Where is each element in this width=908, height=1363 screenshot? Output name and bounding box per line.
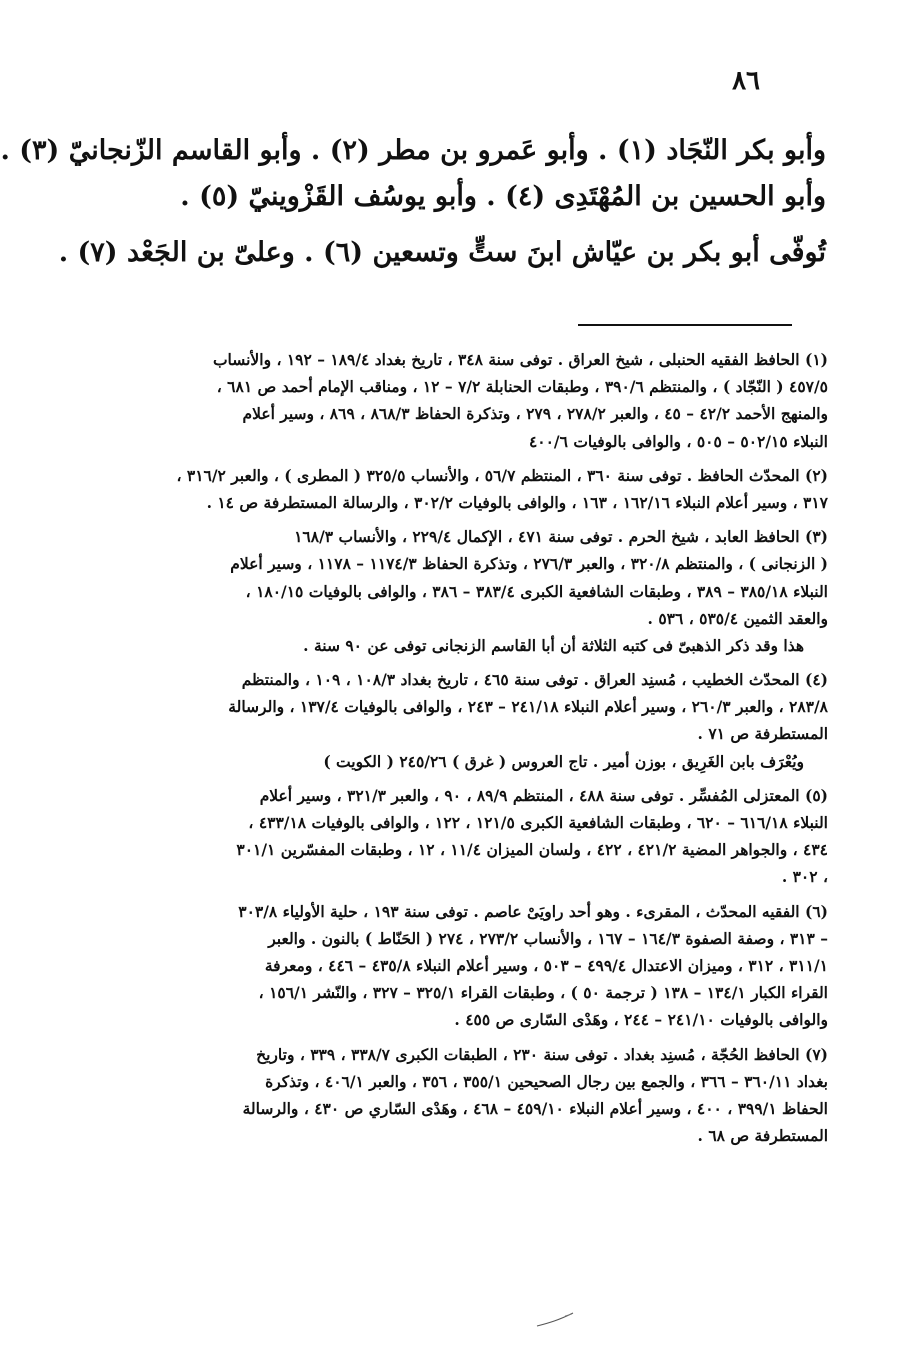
footnote xyxy=(128,666,828,775)
footnote-line: ٤٣٤ ، والجواهر المضية ٤٢١/٢ ، ٤٢٢ ، ولسان الميزان ١١/٤ ، ١٢ ، وطبقات المفسّرين ٣٠١/١ xyxy=(236,840,828,860)
footnote-line: – ٣١٣ ، وصفة الصفوة ١٦٤/٣ – ١٦٧ ، والأنساب ٢٧٣/٢ ، ٢٧٤ ( الحَنّاط ) بالنون . والعبر xyxy=(268,928,828,948)
main-text-line: وأبو الحسين بن المُهْتَدِى (٤) . وأبو يوسُف القَزْوينيّ (٥) . xyxy=(180,181,826,212)
footnote-line: الحفاظ ٣٩٩/١ ، ٤٠٠ ، وسير أعلام النبلاء ٤٥٩/١٠ – ٤٦٨ ، وهَدْى السّاري ص ٤٣٠ ، والرسالة xyxy=(242,1098,828,1118)
page-number: ٨٦ xyxy=(732,66,760,96)
footnote-separator xyxy=(578,324,792,326)
footnote-line: المستطرفة ص ٦٨ . xyxy=(697,1126,828,1146)
footnote-remark-line: هذا وقد ذكر الذهبىّ فى كتبه الثلاثة أن أبا القاسم الزنجانى توفى عن ٩٠ سنة . xyxy=(303,635,804,655)
stray-pen-mark xyxy=(535,1310,577,1330)
footnote xyxy=(128,898,828,1034)
footnote-line: بغداد ٣٦٠/١١ – ٣٦٦ ، والجمع بين رجال الصحيحين ٣٥٥/١ ، ٣٥٦ ، والعبر ٤٠٦/١ ، وتذكرة xyxy=(265,1071,828,1091)
footnote-line: (٣) الحافظ العابد ، شيخ الحرم . توفى سنة ٤٧١ ، الإكمال ٢٢٩/٤ ، والأنساب ١٦٨/٣ xyxy=(294,527,828,547)
footnote-line: والمنهج الأحمد ٤٢/٢ – ٤٥ ، والعبر ٢٧٨/٢ ، ٢٧٩ ، وتذكرة الحفاظ ٨٦٨/٣ ، ٨٦٩ ، وسير أعلام xyxy=(242,404,828,424)
footnote xyxy=(128,523,828,659)
footnote-line: النبلاء ٥٠٢/١٥ – ٥٠٥ ، والوافى بالوفيات ٤٠٠/٦ xyxy=(528,431,828,451)
footnote-line: ، ٣٠٢ . xyxy=(781,867,828,887)
footnote-line: (٢) المحدّث الحافظ . توفى سنة ٣٦٠ ، المنتظم ٥٦/٧ ، والأنساب ٣٢٥/٥ ( المطرى ) ، والعبر ٣١٦/٢ ، xyxy=(176,465,828,485)
footnote xyxy=(128,1041,828,1150)
footnote-line: (٦) الفقيه المحدّث ، المقرىء . وهو أحد راويَىْ عاصم . توفى سنة ١٩٣ ، حلية الأولياء ٣٠٣/٨ xyxy=(238,901,828,921)
footnote-line: ٢٨٣/٨ ، والعبر ٢٦٠/٣ ، وسير أعلام النبلاء ٢٤١/١٨ – ٢٤٣ ، والوافى بالوفيات ١٣٧/٤ ، والرسالة xyxy=(228,697,828,717)
main-text-block xyxy=(0,128,826,276)
main-text-line: تُوفّى أبو بكر بن عيّاش ابنَ ستٍّ وتسعين (٦) . وعلىّ بن الجَعْد (٧) . xyxy=(58,237,826,268)
footnote-remark-line: ويُعْرَف بابن الغَرِيق ، بوزن أمير . تاج العروس ( غرق ) ٢٤٥/٢٦ ( الكويت ) xyxy=(323,751,804,771)
footnote-line: ( الزنجانى ) ، والمنتظم ٣٢٠/٨ ، والعبر ٢٧٦/٣ ، وتذكرة الحفاظ ١١٧٤/٣ – ١١٧٨ ، وسير أعلام xyxy=(230,554,828,574)
main-text-line: وأبو بكر النّجَاد (١) . وأبو عَمرو بن مطر (٢) . وأبو القاسم الزّنجانيّ (٣) . xyxy=(0,135,826,166)
footnote xyxy=(128,782,828,891)
footnote-line: القراء الكبار ١٣٤/١ – ١٣٨ ( ترجمة ٥٠ ) ، وطبقات القراء ٣٢٥/١ – ٣٢٧ ، والنّشر ١٥٦/١ ، xyxy=(258,983,828,1003)
footnote-line: (٥) المعتزلى المُفسِّر . توفى سنة ٤٨٨ ، المنتظم ٨٩/٩ ، ٩٠ ، والعبر ٣٢١/٣ ، وسير أعلام xyxy=(259,785,828,805)
footnotes-block xyxy=(128,346,828,1149)
footnote-line: (٤) المحدّث الخطيب ، مُسنِد العراق . توفى سنة ٤٦٥ ، تاريخ بغداد ١٠٨/٣ ، ١٠٩ ، والمنتظم xyxy=(241,670,828,690)
footnote-line: النبلاء ٣٨٥/١٨ – ٣٨٩ ، وطبقات الشافعية الكبرى ٣٨٣/٤ – ٣٨٦ ، والوافى بالوفيات ١٨٠/١٥ ، xyxy=(245,581,828,601)
footnote-line: ٣١٧ ، وسير أعلام النبلاء ١٦٢/١٦ ، ١٦٣ ، والوافى بالوفيات ٣٠٢/٢ ، والرسالة المستطرفة ص ١٤ . xyxy=(206,492,828,512)
footnote-line: ٤٥٧/٥ ( النّجّاد ) ، والمنتظم ٣٩٠/٦ ، وطبقات الحنابلة ٧/٢ – ١٢ ، ومناقب الإمام أحمد ص ٦٨١ ، xyxy=(216,377,828,397)
footnote xyxy=(128,462,828,516)
footnote-line: (٧) الحافظ الحُجّة ، مُسنِد بغداد . توفى سنة ٢٣٠ ، الطبقات الكبرى ٣٣٨/٧ ، ٣٣٩ ، وتاريخ xyxy=(256,1044,828,1064)
footnote-line: والوافى بالوفيات ٢٤١/١٠ – ٢٤٤ ، وهَدْى السّارى ص ٤٥٥ . xyxy=(454,1010,828,1030)
footnote-line: ٣١١/١ ، ٣١٢ ، وميزان الاعتدال ٤٩٩/٤ – ٥٠٣ ، وسير أعلام النبلاء ٤٣٥/٨ – ٤٤٦ ، ومعرفة xyxy=(264,955,828,975)
footnote xyxy=(128,346,828,455)
footnote-line: (١) الحافظ الفقيه الحنبلى ، شيخ العراق . توفى سنة ٣٤٨ ، تاريخ بغداد ١٨٩/٤ – ١٩٢ ، والأنساب xyxy=(212,350,828,369)
footnote-line: النبلاء ٦١٦/١٨ – ٦٢٠ ، وطبقات الشافعية الكبرى ١٢١/٥ ، ١٢٢ ، والوافى بالوفيات ٤٣٣/١٨ ، xyxy=(248,813,828,832)
footnote-line: والعقد الثمين ٥٣٥/٤ ، ٥٣٦ . xyxy=(647,608,828,628)
footnote-line: المستطرفة ص ٧١ . xyxy=(697,724,828,744)
